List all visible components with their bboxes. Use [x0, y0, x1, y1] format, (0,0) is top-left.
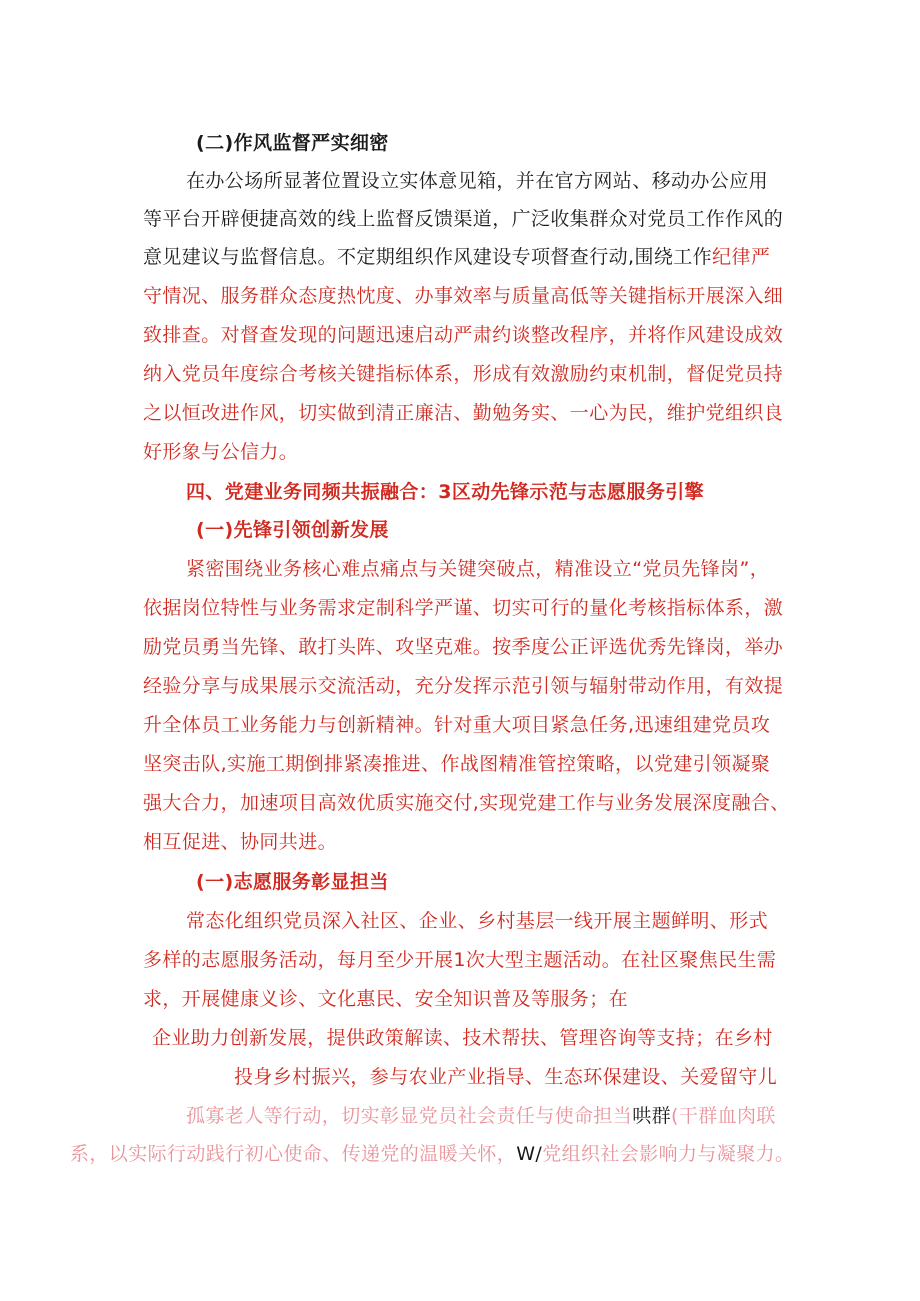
paragraph-line: 致排查。对督查发现的问题迅速启动严肃约谈整改程序，并将作风建设成效 — [143, 324, 784, 346]
paragraph-line: 纳入党员年度综合考核关键指标体系，形成有效激励约束机制，督促党员持 — [143, 363, 784, 385]
paragraph-line: 相互促进、协同共进。 — [143, 831, 338, 853]
paragraph-line: 多样的志愿服务活动，每月至少开展1次大型主题活动。在社区聚焦民生需 — [143, 949, 777, 971]
paragraph-line: 守情况、服务群众态度热忱度、办事效率与质量高低等关键指标开展深入细 — [143, 285, 784, 307]
paragraph-text-faint: (干群血肉联 — [671, 1105, 776, 1127]
paragraph-line: 之以恒改进作风，切实做到清正廉洁、勤勉务实、一心为民，维护党组织良 — [143, 402, 784, 424]
paragraph-line — [70, 1141, 794, 1167]
paragraph-line: 在办公场所显著位置设立实体意见箱，并在官方网站、移动办公应用 — [186, 170, 769, 192]
paragraph-line: 企业助力创新发展，提供政策解读、技术帮扶、管理咨询等支持；在乡村 — [152, 1027, 773, 1049]
paragraph-line: 励党员勇当先锋、敢打头阵、攻坚克难。按季度公正评选优秀先锋岗，举办 — [143, 636, 784, 658]
section-heading-style-supervision: (二)作风监督严实细密 — [196, 132, 389, 154]
paragraph-text-highlight: 纪律严 — [712, 246, 771, 268]
paragraph-line: 等平台开辟便捷高效的线上监督反馈渠道，广泛收集群众对党员工作作风的 — [143, 208, 784, 230]
paragraph-line: 求，开展健康义诊、文化惠民、安全知识普及等服务；在 — [143, 988, 629, 1010]
subsection-heading-volunteer: (一)志愿服务彰显担当 — [196, 871, 389, 893]
paragraph-text: 意见建议与监督信息。不定期组织作风建设专项督查行动,围绕工作 — [143, 246, 713, 268]
paragraph-text: 哄群 — [632, 1105, 672, 1127]
paragraph-line: 依据岗位特性与业务需求定制科学严谨、切实可行的量化考核指标体系，激 — [143, 597, 784, 619]
paragraph-line: 坚突击队,实施工期倒排紧凑推进、作战图精准管控策略，以党建引领凝聚 — [143, 753, 771, 775]
paragraph-line — [186, 1103, 776, 1129]
subsection-heading-pioneer: (一)先锋引领创新发展 — [196, 519, 389, 541]
paragraph-text: W/ — [516, 1143, 543, 1165]
paragraph-line: 投身乡村振兴，参与农业产业指导、生态环保建设、关爱留守儿 — [234, 1066, 778, 1088]
paragraph-text-faint: 系，以实际行动践行初心使命、传递党的温暖关怀， — [70, 1143, 517, 1165]
paragraph-text-faint: 孤寡老人等行动，切实彰显党员社会责任与使命担当 — [186, 1105, 633, 1127]
paragraph-line: 常态化组织党员深入社区、企业、乡村基层一线开展主题鲜明、形式 — [186, 910, 769, 932]
paragraph-text-faint: 党组织社会影响力与凝聚力。 — [542, 1143, 795, 1165]
paragraph-line: 经验分享与成果展示交流活动，充分发挥示范引领与辐射带动作用，有效提 — [143, 675, 784, 697]
paragraph-line — [143, 244, 770, 270]
section-heading-party-business: 四、党建业务同频共振融合：3区动先锋示范与志愿服务引擎 — [186, 481, 705, 503]
paragraph-line: 好形象与公信力。 — [143, 441, 299, 463]
paragraph-line: 升全体员工业务能力与创新精神。针对重大项目紧急任务,迅速组建党员攻 — [143, 714, 771, 736]
paragraph-line: 紧密围绕业务核心难点痛点与关键突破点，精准设立“党员先锋岗”， — [186, 558, 770, 580]
paragraph-line: 强大合力，加速项目高效优质实施交付,实现党建工作与业务发展深度融合、 — [143, 792, 790, 814]
